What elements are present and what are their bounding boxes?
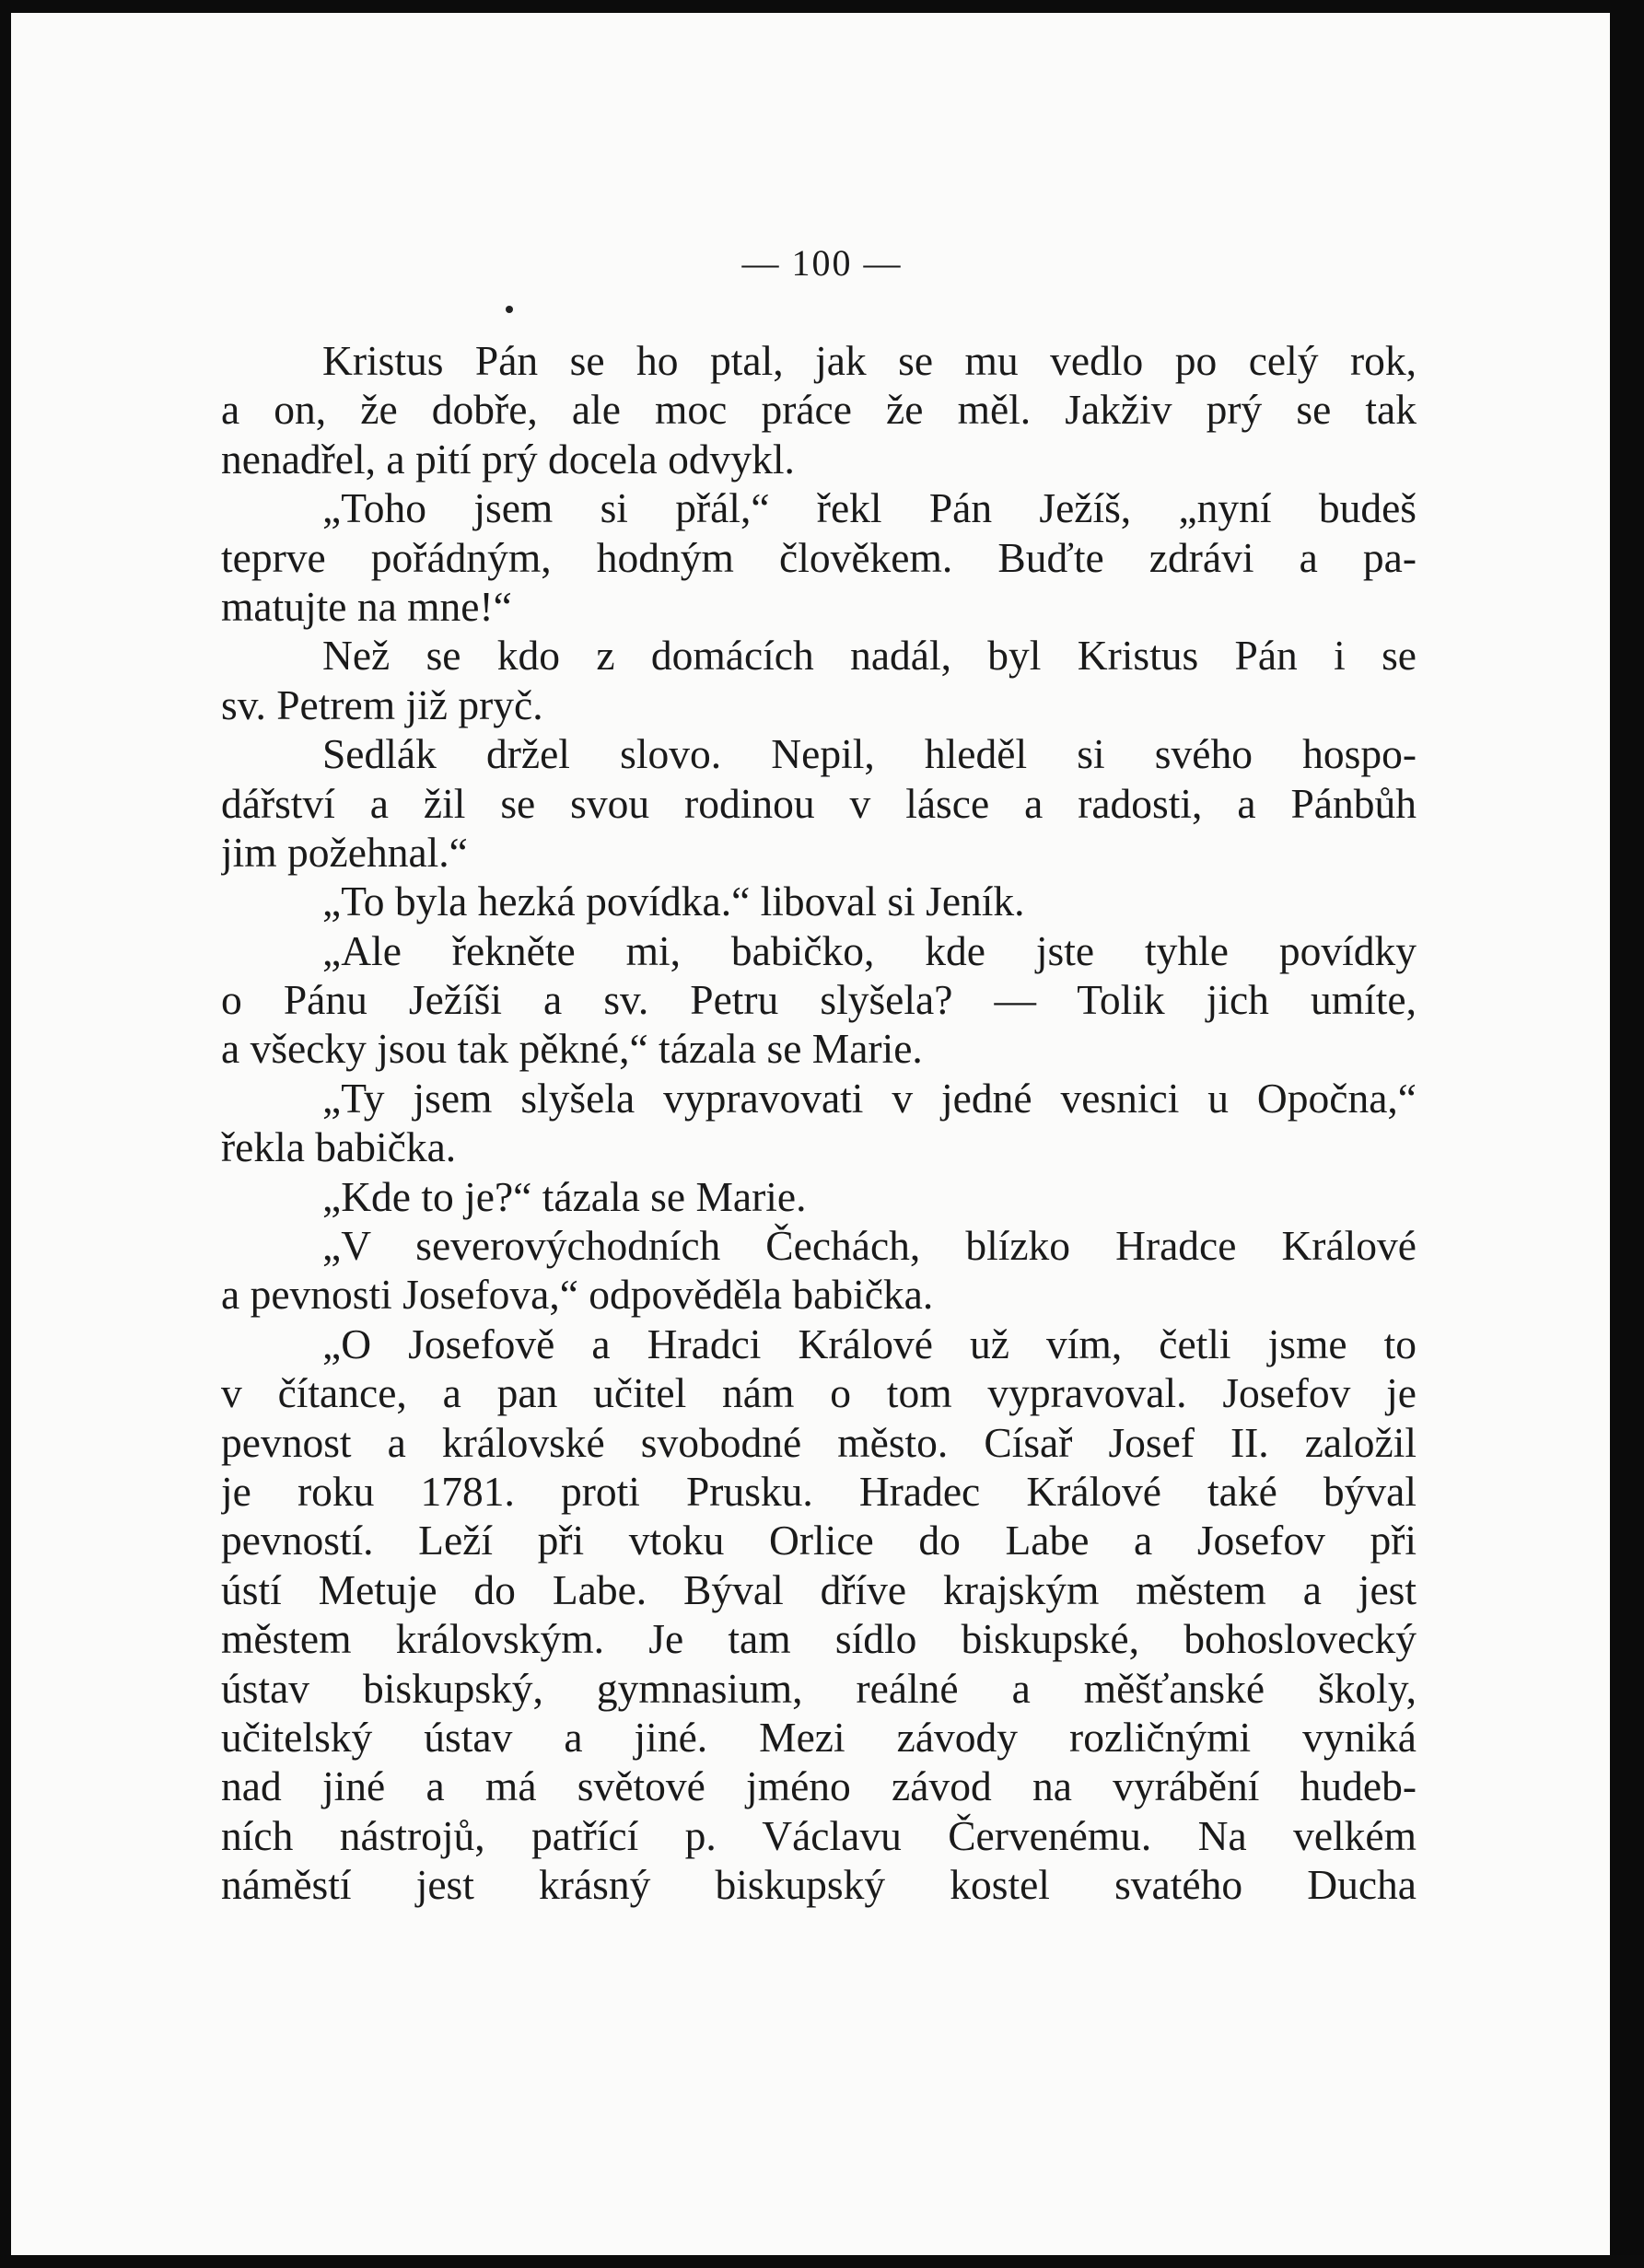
text-line: pevnost a královské svobodné město. Císař Josef II. založil xyxy=(221,1418,1417,1466)
text-line: nenadřel, a pití prý docela odvykl. xyxy=(221,435,795,483)
text-line: řekla babička. xyxy=(221,1123,457,1171)
text-line: „Kde to je?“ tázala se Marie. xyxy=(322,1172,807,1220)
text-line: „V severovýchodních Čechách, blízko Hradce Králové xyxy=(322,1222,1417,1270)
text-line: sv. Petrem již pryč. xyxy=(221,680,543,728)
text-line: náměstí jest krásný biskupský kostel svatého Ducha xyxy=(221,1861,1417,1909)
text-line: pevností. Leží při vtoku Orlice do Labe a Josefov při xyxy=(221,1517,1417,1564)
text-line: Kristus Pán se ho ptal, jak se mu vedlo po celý rok, xyxy=(322,337,1417,384)
text-line: ústí Metuje do Labe. Býval dříve krajským městem a jest xyxy=(221,1565,1417,1613)
text-line: v čítance, a pan učitel nám o tom vypravoval. Josefov je xyxy=(221,1369,1417,1417)
text-line: je roku 1781. proti Prusku. Hradec Králové také býval xyxy=(221,1467,1417,1515)
text-line: ních nástrojů, patřící p. Václavu Červenému. Na velkém xyxy=(221,1811,1417,1859)
page-number: — 100 — xyxy=(741,242,903,284)
text-line: matujte na mne!“ xyxy=(221,582,512,630)
text-line: teprve pořádným, hodným člověkem. Buďte zdrávi a pa- xyxy=(221,533,1417,581)
text-line: „O Josefově a Hradci Králové už vím, četli jsme to xyxy=(322,1320,1417,1367)
text-line: Sedlák držel slovo. Nepil, hleděl si svého hospo- xyxy=(322,730,1417,778)
text-line: ústav biskupský, gymnasium, reálné a měšťanské školy, xyxy=(221,1664,1417,1712)
text-line: o Pánu Ježíši a sv. Petru slyšela? — Tolik jich umíte, xyxy=(221,976,1417,1024)
text-line: „Ty jsem slyšela vypravovati v jedné vesnici u Opočna,“ xyxy=(322,1074,1417,1122)
text-line: „To byla hezká povídka.“ liboval si Jeník. xyxy=(322,878,1025,925)
text-line: dářství a žil se svou rodinou v lásce a radosti, a Pánbůh xyxy=(221,779,1417,827)
text-line: a všecky jsou tak pěkné,“ tázala se Marie. xyxy=(221,1025,923,1073)
text-line: a pevnosti Josefova,“ odpověděla babička. xyxy=(221,1271,934,1319)
text-line: nad jiné a má světové jméno závod na vyrábění hudeb- xyxy=(221,1762,1417,1810)
text-line: „Ale řekněte mi, babičko, kde jste tyhle povídky xyxy=(322,926,1417,974)
body-text xyxy=(221,336,1417,1910)
scan-border-left xyxy=(0,0,11,2268)
scan-border-top xyxy=(0,0,1644,13)
text-line: a on, že dobře, ale moc práce že měl. Jakživ prý se tak xyxy=(221,386,1417,434)
text-line: učitelský ústav a jiné. Mezi závody rozličnými vyniká xyxy=(221,1713,1417,1761)
ink-speck xyxy=(506,306,513,313)
text-line: jim požehnal.“ xyxy=(221,828,468,876)
scan-border-right xyxy=(1610,0,1644,2268)
text-line: městem královským. Je tam sídlo biskupské, bohoslovecký xyxy=(221,1615,1417,1663)
scan-border-bottom xyxy=(0,2255,1644,2268)
text-line: Než se kdo z domácích nadál, byl Kristus Pán i se xyxy=(322,632,1417,680)
text-line: „Toho jsem si přál,“ řekl Pán Ježíš, „nyní budeš xyxy=(322,484,1417,532)
